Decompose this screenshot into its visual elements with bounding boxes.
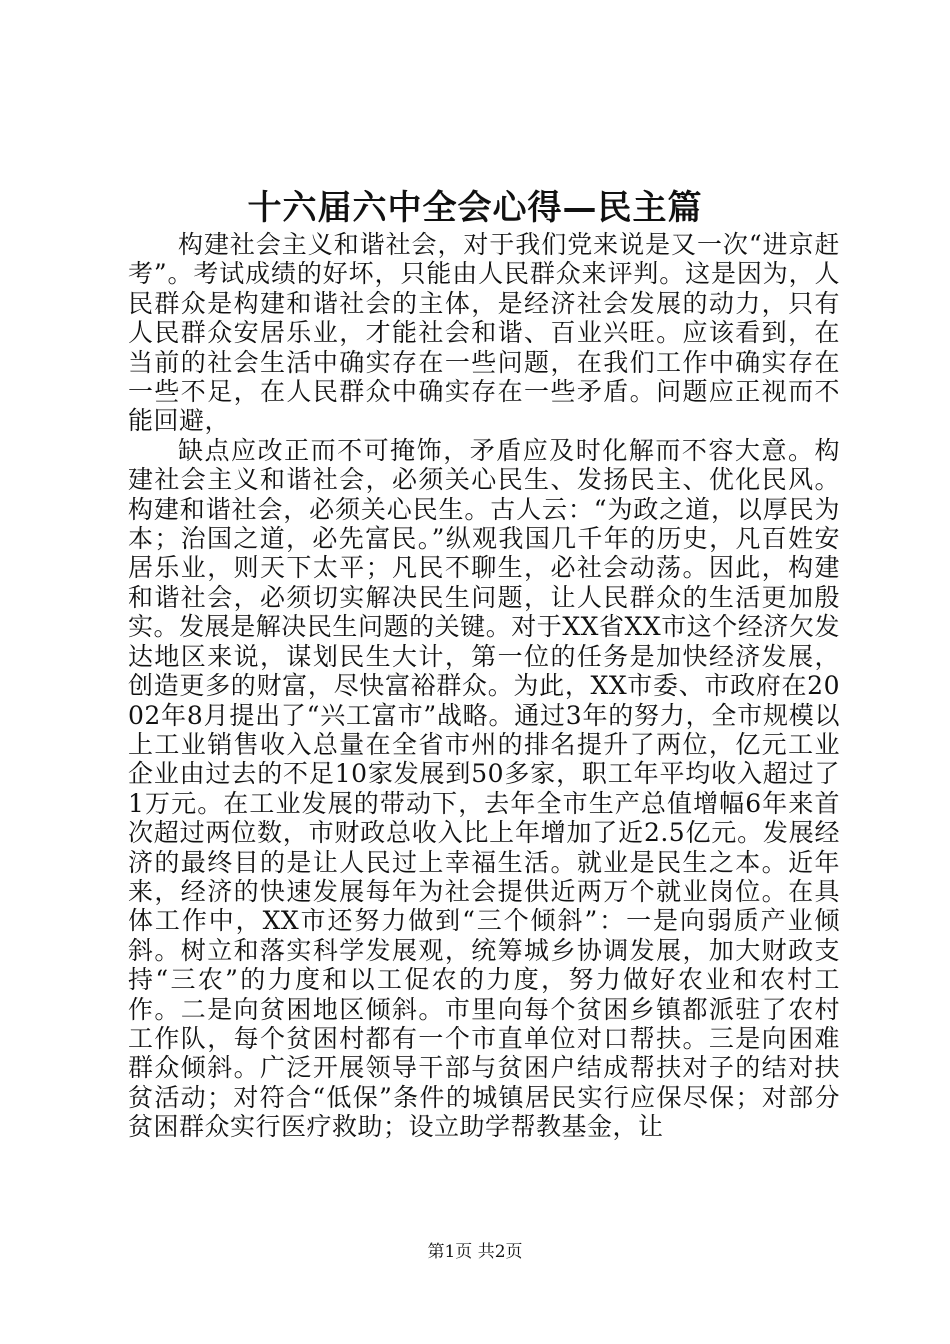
- document-body: [128, 230, 840, 1142]
- document-title: 十六届六中全会心得—民主篇: [247, 188, 703, 228]
- paragraph-2: 缺点应改正而不可掩饰，矛盾应及时化解而不容大意。构建社会主义和谐社会，必须关心民生、发扬民主、优化民风。构建和谐社会，必须关心民生。古人云：“为政之道，以厚民为本；治国之道，必先富民。”纵观我国几千年的历史，凡百姓安居乐业，则天下太平；凡民不聊生，必社会动荡。因此，构建和谐社会，必须切实解决民生问题，让人民群众的生活更加殷实。发展是解决民生问题的关键。对于XX省XX市这个经济欠发达地区来说，谋划民生大计，第一位的任务是加快经济发展，创造更多的财富，尽快富裕群众。为此，XX市委、市政府在2002年8月提出了“兴工富市”战略。通过3年的努力，全市规模以上工业销售收入总量在全省市州的排名提升了两位，亿元工业企业由过去的不足10家发展到50多家，职工年平均收入超过了1万元。在工业发展的带动下，去年全市生产总值增幅6年来首次超过两位数，市财政总收入比上年增加了近2.5亿元。发展经济的最终目的是让人民过上幸福生活。就业是民生之本。近年来，经济的快速发展每年为社会提供近两万个就业岗位。在具体工作中，XX市还努力做到“三个倾斜”：一是向弱质产业倾斜。树立和落实科学发展观，统筹城乡协调发展，加大财政支持“三农”的力度和以工促农的力度，努力做好农业和农村工作。二是向贫困地区倾斜。市里向每个贫困乡镇都派驻了农村工作队，每个贫困村都有一个市直单位对口帮扶。三是向困难群众倾斜。广泛开展领导干部与贫困户结成帮扶对子的结对扶贫活动；对符合“低保”条件的城镇居民实行应保尽保；对部分贫困群众实行医疗救助；设立助学帮教基金，让: [128, 435, 840, 1142]
- paragraph-1: 构建社会主义和谐社会，对于我们党来说是又一次“进京赶考”。考试成绩的好坏，只能由人民群众来评判。这是因为，人民群众是构建和谐社会的主体，是经济社会发展的动力，只有人民群众安居乐业，才能社会和谐、百业兴旺。应该看到，在当前的社会生活中确实存在一些问题，在我们工作中确实存在一些不足，在人民群众中确实存在一些矛盾。问题应正视而不能回避，: [128, 230, 840, 436]
- page-footer: 第1页 共2页: [427, 1242, 523, 1262]
